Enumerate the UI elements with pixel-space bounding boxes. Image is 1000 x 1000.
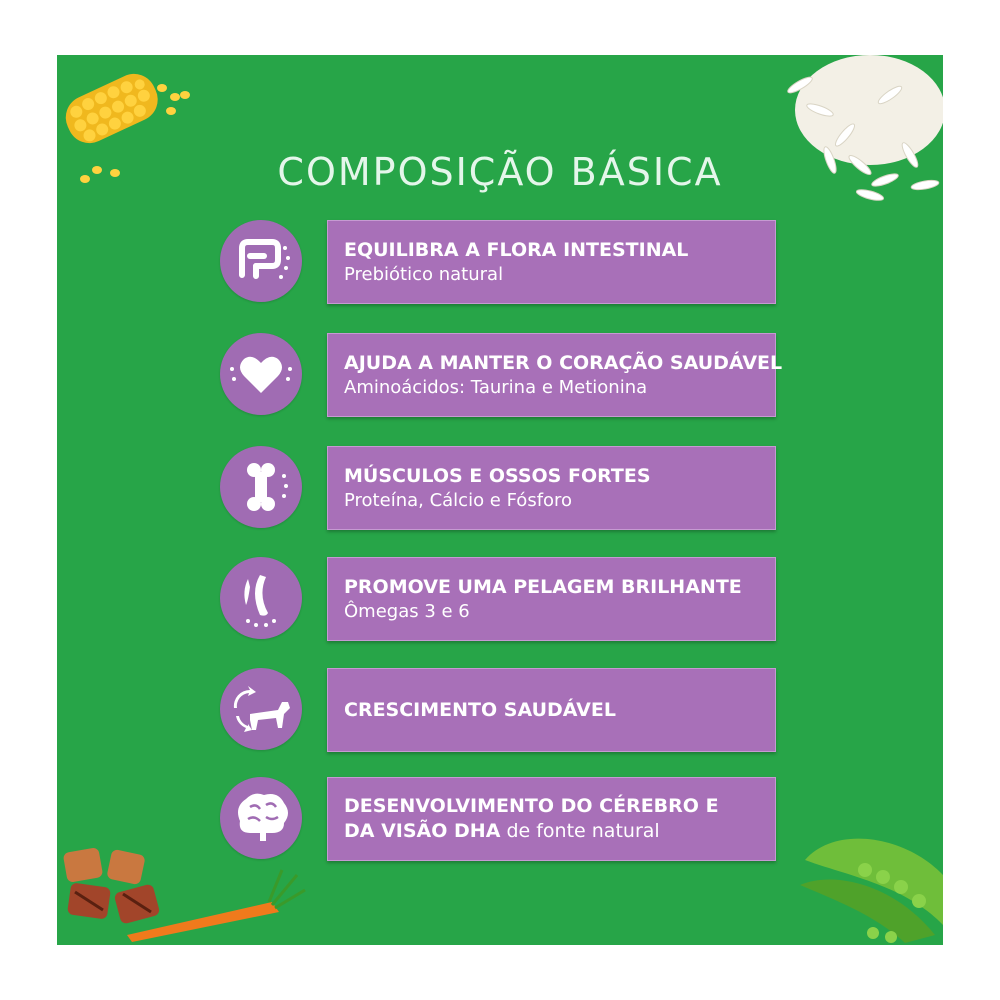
page-title: COMPOSIÇÃO BÁSICA bbox=[277, 150, 723, 194]
benefit-title: CRESCIMENTO SAUDÁVEL bbox=[344, 698, 616, 721]
benefit-subtitle: Ômegas 3 e 6 bbox=[344, 600, 470, 622]
benefit-card-coat bbox=[327, 557, 776, 641]
benefit-title-line2 bbox=[344, 819, 775, 844]
benefit-card-brain bbox=[327, 777, 776, 861]
benefit-title: PROMOVE UMA PELAGEM BRILHANTE bbox=[344, 575, 742, 598]
benefit-subtitle: Aminoácidos: Taurina e Metionina bbox=[344, 376, 648, 398]
benefit-title: EQUILIBRA A FLORA INTESTINAL bbox=[344, 238, 689, 261]
benefit-title-line2-rest: de fonte natural bbox=[500, 820, 660, 842]
benefit-card-bones bbox=[327, 446, 776, 530]
benefit-title: AJUDA A MANTER O CORAÇÃO SAUDÁVEL bbox=[344, 351, 783, 374]
benefit-subtitle: Proteína, Cálcio e Fósforo bbox=[344, 489, 573, 511]
puppy-growth-icon bbox=[220, 668, 302, 750]
hair-shine-icon bbox=[220, 557, 302, 639]
bone-icon bbox=[220, 446, 302, 528]
brain-icon bbox=[220, 777, 302, 859]
intestine-icon bbox=[220, 220, 302, 302]
benefit-card-flora bbox=[327, 220, 776, 304]
benefit-title-line2-bold: DA VISÃO DHA bbox=[344, 820, 501, 842]
benefit-card-growth bbox=[327, 668, 776, 752]
peas-image bbox=[795, 815, 943, 945]
benefit-title: DESENVOLVIMENTO DO CÉREBRO E bbox=[344, 795, 719, 817]
benefit-title: MÚSCULOS E OSSOS FORTES bbox=[344, 464, 651, 487]
heart-icon bbox=[220, 333, 302, 415]
benefit-card-heart bbox=[327, 333, 783, 417]
benefit-subtitle: Prebiótico natural bbox=[344, 263, 504, 285]
